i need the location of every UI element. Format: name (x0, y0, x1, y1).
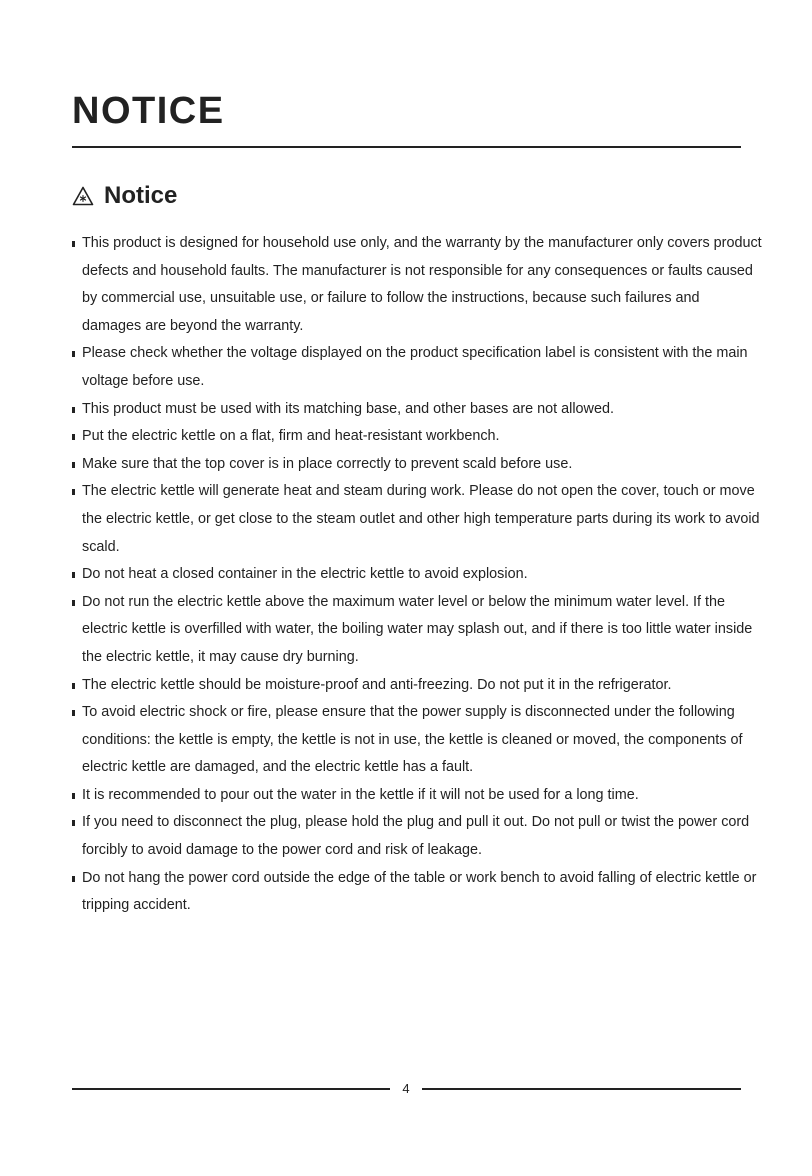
footer-divider-right (422, 1088, 741, 1090)
bullet-marker (72, 489, 75, 495)
notice-item-text: The electric kettle will generate heat and steam during work. Please do not open the cover, touch or move the electric kettle, or get close to the steam outlet and other high temperature parts during its work to avoid scald. (82, 483, 760, 555)
page-number: 4 (402, 1081, 410, 1096)
notice-item-text: If you need to disconnect the plug, please hold the plug and pull it out. Do not pull or twist the power cord forcibly to avoid damage to the power cord and risk of leakage. (82, 814, 750, 859)
notice-item (72, 589, 762, 672)
notice-item-text: Do not hang the power cord outside the edge of the table or work bench to avoid falling of electric kettle or tripping accident. (82, 869, 757, 914)
warning-triangle-icon (72, 186, 94, 206)
notice-item-text: Put the electric kettle on a flat, firm and heat-resistant workbench. (82, 428, 500, 445)
notice-item-text: To avoid electric shock or fire, please ensure that the power supply is disconnected under the following conditions: the kettle is empty, the kettle is not in use, the kettle is cleaned or moved, the components of electric kettle are damaged, and the electric kettle has a fault. (82, 704, 743, 776)
section-heading-label: Notice (104, 182, 178, 209)
bullet-marker (72, 351, 75, 357)
bullet-marker (72, 600, 75, 606)
notice-item (72, 423, 762, 451)
notice-item (72, 809, 762, 864)
notice-item (72, 451, 762, 479)
notice-item (72, 230, 762, 340)
notice-item (72, 340, 762, 395)
notice-item-text: This product must be used with its matching base, and other bases are not allowed. (82, 400, 614, 417)
bullet-marker (72, 710, 75, 716)
notice-item (72, 699, 762, 782)
notice-item (72, 672, 762, 700)
notice-item-text: Please check whether the voltage displayed on the product specification label is consistent with the main voltage before use. (82, 345, 748, 389)
notice-item (72, 865, 762, 920)
bullet-marker (72, 462, 75, 468)
notice-item-text: This product is designed for household use only, and the warranty by the manufacturer only covers product defects and household faults. The manufacturer is not responsible for any consequences or faults caused by commercial use, unsuitable use, or failure to follow the instructions, because such failures and damages are beyond the warranty. (82, 235, 762, 334)
bullet-marker (72, 683, 75, 689)
notice-list (72, 230, 762, 920)
section-heading (72, 180, 177, 212)
bullet-marker (72, 572, 75, 578)
title-divider (72, 146, 741, 148)
notice-item-text: Do not run the electric kettle above the maximum water level or below the minimum water level. If the electric kettle is overfilled with water, the boiling water may splash out, and if there is too little water inside the electric kettle, it may cause dry burning. (82, 593, 753, 665)
notice-item-text: Make sure that the top cover is in place correctly to prevent scald before use. (82, 455, 573, 472)
notice-item-text: Do not heat a closed container in the electric kettle to avoid explosion. (82, 566, 528, 583)
bullet-marker (72, 793, 75, 799)
bullet-marker (72, 241, 75, 247)
page-title: NOTICE (72, 90, 225, 132)
bullet-marker (72, 820, 75, 826)
notice-item-text: It is recommended to pour out the water in the kettle if it will not be used for a long time. (82, 786, 639, 803)
notice-item (72, 396, 762, 424)
footer-divider-left (72, 1088, 390, 1090)
notice-item (72, 782, 762, 810)
notice-item-text: The electric kettle should be moisture-proof and anti-freezing. Do not put it in the refrigerator. (82, 676, 672, 693)
bullet-marker (72, 876, 75, 882)
bullet-marker (72, 434, 75, 440)
notice-item (72, 478, 762, 561)
notice-item (72, 561, 762, 589)
bullet-marker (72, 407, 75, 413)
